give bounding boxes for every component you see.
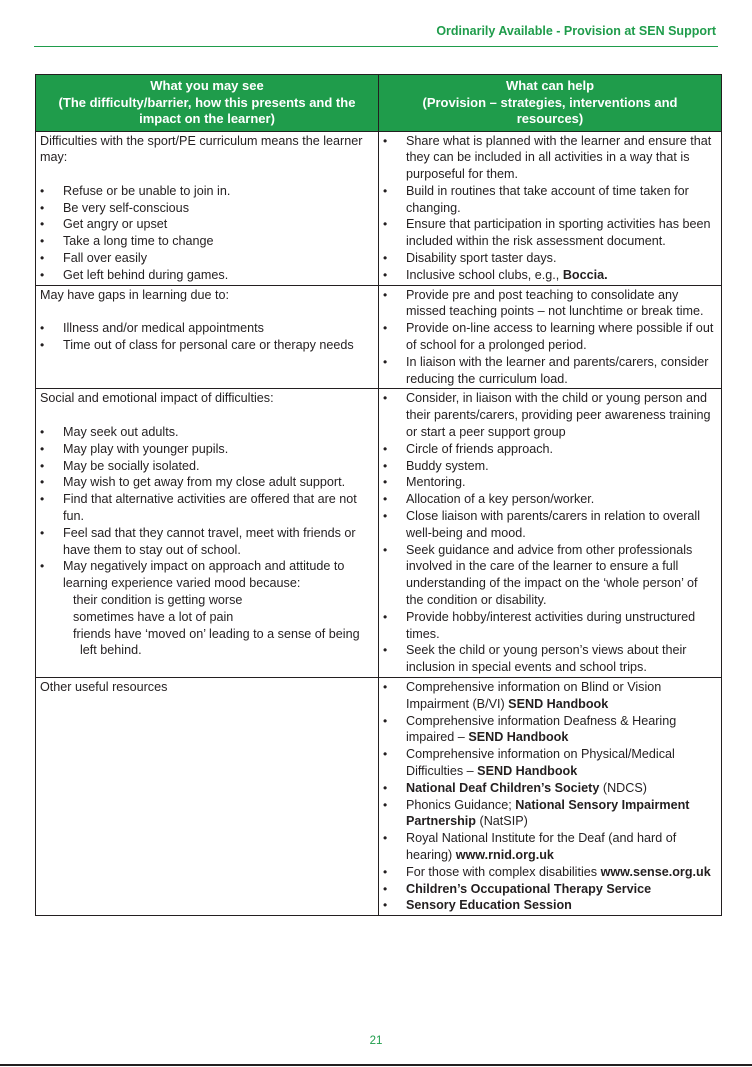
list-item: • Seek the child or young person’s views about their inclusion in special events and school trips. — [383, 642, 717, 676]
sub-list-item: friends have ‘moved on’ leading to a sense of being left behind. — [73, 626, 360, 658]
list-item: • May wish to get away from my close adult support. — [40, 474, 374, 491]
list-item: • Ensure that participation in sporting activities has been included within the risk assessment document. — [383, 216, 717, 250]
column-header-line: (Provision – strategies, interventions and — [422, 94, 678, 110]
list-item: • Get angry or upset — [40, 216, 374, 233]
list-item — [40, 558, 374, 659]
list-item: • Time out of class for personal care or therapy needs — [40, 337, 374, 354]
list-item: • Get left behind during games. — [40, 267, 374, 284]
cell-intro: Difficulties with the sport/PE curriculum means the learner may: — [40, 133, 363, 165]
sub-list-item: sometimes have a lot of pain — [73, 609, 234, 624]
list-item: • Seek guidance and advice from other professionals involved in the care of the learner to ensure a full understanding of the impact on the ‘whole person’ of the condition or disability. — [383, 542, 717, 609]
difficulty-list — [40, 320, 374, 354]
page-number: 21 — [369, 1035, 383, 1047]
list-item: • Provide on-line access to learning where possible if out of school for a prolonged period. — [383, 320, 717, 354]
difficulty-list — [40, 424, 374, 659]
column-header-line: What you may see — [150, 78, 264, 93]
header-divider — [34, 46, 718, 47]
sub-list-item: their condition is getting worse — [73, 593, 243, 608]
column-header-line: impact on the learner) — [139, 111, 275, 126]
list-item: • Provide hobby/interest activities during unstructured times. — [383, 609, 717, 643]
sub-list — [63, 592, 374, 659]
table-row-sport-pe — [36, 131, 722, 285]
cell-provision — [379, 131, 722, 285]
provision-list — [383, 287, 717, 388]
list-item: • Inclusive school clubs, e.g., Boccia. — [383, 267, 717, 284]
cell-intro: May have gaps in learning due to: — [40, 287, 230, 302]
list-item: • May be socially isolated. — [40, 458, 374, 475]
column-header-line: (The difficulty/barrier, how this presents and the — [58, 94, 356, 110]
list-item: • National Deaf Children’s Society (NDCS) — [383, 780, 717, 797]
list-item: • Consider, in liaison with the child or young person and their parents/carers, providing peer awareness training or start a peer support group — [383, 390, 717, 440]
list-item: • May play with younger pupils. — [40, 441, 374, 458]
list-item: • May seek out adults. — [40, 424, 374, 441]
list-item: • Sensory Education Session — [383, 897, 717, 914]
provision-list — [383, 390, 717, 676]
list-item: • Illness and/or medical appointments — [40, 320, 374, 337]
column-header-what-can-help — [379, 75, 722, 132]
list-item: • Disability sport taster days. — [383, 250, 717, 267]
footer-divider — [0, 1064, 752, 1066]
cell-provision — [379, 389, 722, 678]
cell-intro: Social and emotional impact of difficulties: — [40, 391, 274, 406]
cell-difficulty — [36, 131, 379, 285]
column-header-what-you-may-see — [36, 75, 379, 132]
cell-intro: Other useful resources — [40, 680, 168, 694]
list-item: • Find that alternative activities are offered that are not fun. — [40, 491, 374, 525]
table-row-social-emotional — [36, 389, 722, 678]
list-item: • For those with complex disabilities www.sense.org.uk — [383, 864, 717, 881]
list-item: • Refuse or be unable to join in. — [40, 183, 374, 200]
list-item: • Comprehensive information on Physical/Medical Difficulties – SEND Handbook — [383, 746, 717, 780]
column-header-line: What can help — [505, 78, 595, 93]
table-row-useful-resources — [36, 678, 722, 916]
page-header-title: Ordinarily Available - Provision at SEN Support — [436, 24, 716, 38]
column-header-line: resources) — [516, 111, 584, 126]
table-header-row — [36, 75, 722, 132]
list-item: • In liaison with the learner and parents/carers, consider reducing the curriculum load. — [383, 354, 717, 388]
list-item: • Take a long time to change — [40, 233, 374, 250]
provision-table — [35, 74, 722, 916]
list-item: • Share what is planned with the learner and ensure that they can be included in all activities in a way that is purposeful for them. — [383, 133, 717, 183]
list-item-text: May negatively impact on approach and attitude to learning experience varied mood because: — [63, 559, 345, 591]
list-item: • Royal National Institute for the Deaf (and hard of hearing) www.rnid.org.uk — [383, 830, 717, 864]
list-item: • Feel sad that they cannot travel, meet with friends or have them to stay out of school. — [40, 525, 374, 559]
list-item: • Fall over easily — [40, 250, 374, 267]
list-item: • Mentoring. — [383, 474, 717, 491]
list-item: • Comprehensive information on Blind or Vision Impairment (B/VI) SEND Handbook — [383, 679, 717, 713]
list-item: • Buddy system. — [383, 458, 717, 475]
list-item: • Be very self-conscious — [40, 200, 374, 217]
list-item: • Close liaison with parents/carers in relation to overall well-being and mood. — [383, 508, 717, 542]
table-row-gaps-in-learning — [36, 285, 722, 389]
provision-list — [383, 133, 717, 284]
resources-list — [383, 679, 717, 914]
cell-provision — [379, 678, 722, 916]
cell-difficulty — [36, 285, 379, 389]
list-item: • Circle of friends approach. — [383, 441, 717, 458]
difficulty-list — [40, 183, 374, 284]
list-item: • Phonics Guidance; National Sensory Impairment Partnership (NatSIP) — [383, 797, 717, 831]
cell-difficulty — [36, 678, 379, 916]
list-item: • Comprehensive information Deafness & Hearing impaired – SEND Handbook — [383, 713, 717, 747]
cell-difficulty — [36, 389, 379, 678]
cell-provision — [379, 285, 722, 389]
list-item: • Provide pre and post teaching to consolidate any missed teaching points – not lunchtime or break time. — [383, 287, 717, 321]
list-item: • Build in routines that take account of time taken for changing. — [383, 183, 717, 217]
list-item: • Allocation of a key person/worker. — [383, 491, 717, 508]
list-item: • Children’s Occupational Therapy Service — [383, 881, 717, 898]
